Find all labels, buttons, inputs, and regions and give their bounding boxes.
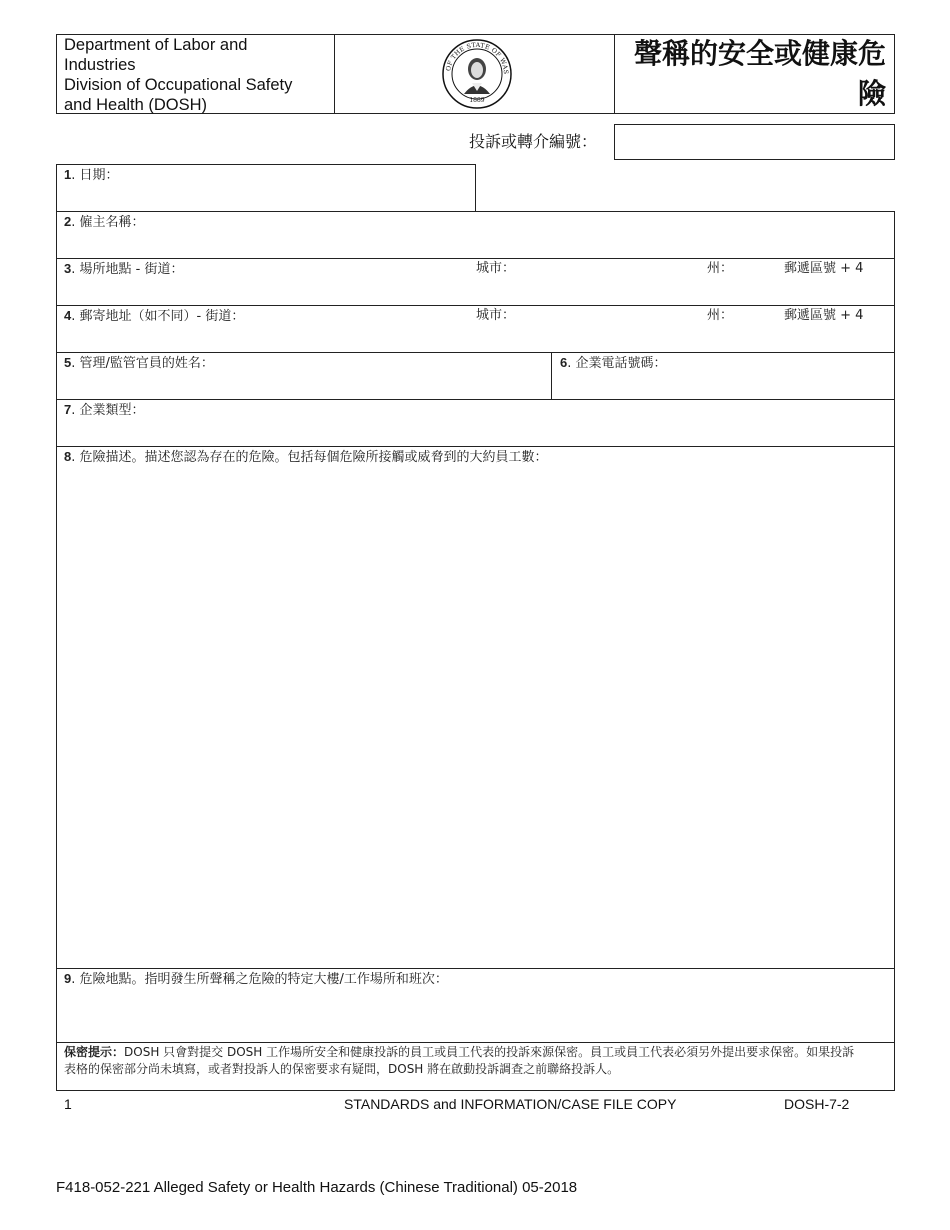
hazard-description-label: 8. 危險描述。描述您認為存在的危險。包括每個危險所接觸或威脅到的大約員工數：	[64, 449, 548, 465]
business-type-field[interactable]	[57, 400, 894, 446]
site-street-label: 3. 場所地點 - 街道：	[64, 261, 184, 277]
reference-number-label: 投訴或轉介編號：	[469, 132, 598, 151]
mailing-state-label: 州：	[707, 308, 734, 323]
date-field[interactable]	[56, 164, 476, 212]
mailing-zip-label: 郵遞區號 + 4	[784, 308, 864, 323]
form-id: F418-052-221 Alleged Safety or Health Hazards (Chinese Traditional) 05-2018	[56, 1179, 578, 1196]
state-seal-logo	[440, 39, 514, 109]
site-zip-label: 郵遞區號 + 4	[784, 261, 864, 276]
hazard-location-label: 9. 危險地點。指明發生所聲稱之危險的特定大樓/工作場所和班次：	[64, 971, 448, 987]
page-number: 1	[64, 1096, 72, 1112]
employer-name-field[interactable]	[57, 212, 894, 258]
reference-number-field[interactable]	[614, 124, 895, 160]
copy-label: STANDARDS and INFORMATION/CASE FILE COPY	[344, 1096, 677, 1112]
mailing-street-label: 4. 郵寄地址（如不同）- 街道：	[64, 308, 245, 324]
hazard-description-field[interactable]	[57, 447, 894, 968]
form-title: 聲稱的安全或健康危 險	[633, 37, 886, 110]
manager-name-label: 5. 管理/監管官員的姓名：	[64, 355, 214, 371]
business-type-label: 7. 企業類型：	[64, 402, 145, 418]
business-phone-label: 6. 企業電話號碼：	[560, 355, 667, 371]
employer-name-label: 2. 僱主名稱：	[64, 214, 145, 230]
mailing-city-label: 城市：	[476, 308, 516, 323]
site-city-label: 城市：	[476, 261, 516, 276]
agency-name: Department of Labor and Industries Division of Occupational Safety and Health (DOSH)	[64, 36, 293, 114]
site-state-label: 州：	[707, 261, 734, 276]
svg-text:THE SEAL OF THE STATE OF WASHI: OF THE STATE OF WAS	[445, 41, 510, 75]
svg-text:1889: 1889	[469, 97, 485, 104]
form-code: DOSH-7-2	[784, 1096, 850, 1112]
confidentiality-notice: 保密提示：DOSH 只會對提交 DOSH 工作場所安全和健康投訴的員工或員工代表的投訴來源保密。員工或員工代表必須另外提出要求保密。如果投訴 表格的保密部分尚未填寫，或者對投訴人的保密要求有疑問，DOSH 將在啟動投訴調查之前聯絡投訴人。	[64, 1045, 855, 1076]
date-label: 1. 日期：	[64, 167, 119, 183]
